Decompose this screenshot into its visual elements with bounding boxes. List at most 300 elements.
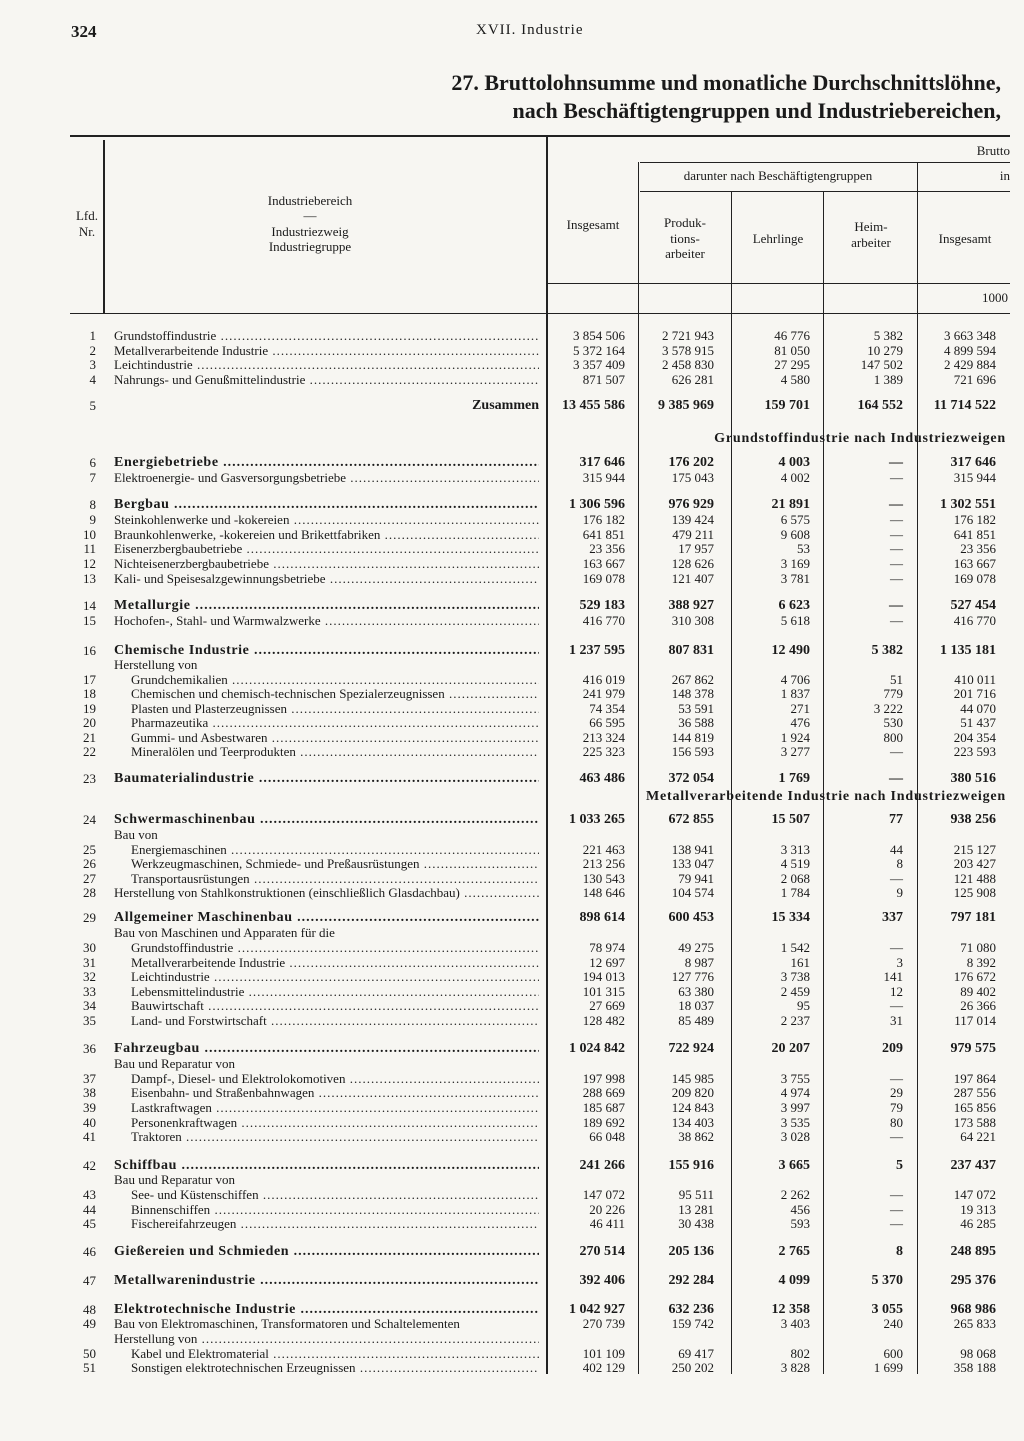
row-number: 21 xyxy=(83,730,96,745)
row-number: 32 xyxy=(83,969,96,984)
row-label: Energiemaschinen ..... xyxy=(114,842,539,857)
table-row xyxy=(0,686,1024,701)
table-row xyxy=(0,984,1024,999)
row-value: — xyxy=(890,613,903,628)
row-value: 159 742 xyxy=(671,1316,714,1331)
row-value: 12 xyxy=(890,984,903,999)
row-label: Bergbau ..... xyxy=(114,497,539,512)
row-label: Lebensmittelindustrie ..... xyxy=(114,984,539,999)
row-label: Energiebetriebe ..... xyxy=(114,455,539,470)
row-value: 3 357 409 xyxy=(573,357,625,372)
row-value: 2 068 xyxy=(780,871,810,886)
row-value: 46 411 xyxy=(589,1216,625,1231)
row-value: 44 xyxy=(890,842,903,857)
row-label: Gummi- und Asbestwaren ..... xyxy=(114,730,539,745)
table-row xyxy=(0,1316,1024,1331)
row-value: 1 302 551 xyxy=(940,497,996,512)
row-value: 270 514 xyxy=(579,1244,625,1259)
row-value: 26 366 xyxy=(960,998,996,1013)
table-row xyxy=(0,744,1024,759)
row-value: 121 488 xyxy=(953,871,996,886)
row-label: Leichtindustrie ..... xyxy=(114,357,539,372)
row-value: 46 285 xyxy=(960,1216,996,1231)
table-row xyxy=(0,998,1024,1013)
row-value: 20 226 xyxy=(589,1202,625,1217)
row-value: 5 xyxy=(896,1158,903,1173)
table-row xyxy=(0,1041,1024,1056)
row-label: Bau von xyxy=(114,827,158,842)
row-value: 3 828 xyxy=(780,1360,810,1375)
row-label: Chemische Industrie ..... xyxy=(114,643,539,658)
row-label: Schiffbau ..... xyxy=(114,1158,539,1173)
table-row xyxy=(0,527,1024,542)
table-row xyxy=(0,940,1024,955)
row-number: 11 xyxy=(83,541,96,556)
row-label: Herstellung von xyxy=(114,657,198,672)
table-row xyxy=(0,856,1024,871)
row-number: 24 xyxy=(83,812,96,827)
row-value: 117 014 xyxy=(954,1013,996,1028)
row-value: 80 xyxy=(890,1115,903,1130)
row-value: 101 109 xyxy=(582,1346,625,1361)
row-value: 402 129 xyxy=(582,1360,625,1375)
row-number: 34 xyxy=(83,998,96,1013)
row-value: 4 974 xyxy=(780,1085,810,1100)
header-unit: 1000 xyxy=(982,290,1008,305)
row-number: 49 xyxy=(83,1316,96,1331)
header-industriezweig: Industriezweig xyxy=(271,224,349,239)
row-label: Fischereifahrzeugen ..... xyxy=(114,1216,539,1231)
row-value: 74 354 xyxy=(589,701,625,716)
row-number: 19 xyxy=(83,701,96,716)
row-label: Herstellung von Stahlkonstruktionen (einschließlich Glasdachbau) ..... xyxy=(114,885,539,900)
row-value: 3 781 xyxy=(780,571,810,586)
row-value: 288 669 xyxy=(582,1085,625,1100)
row-value: 130 543 xyxy=(582,871,625,886)
row-value: 1 769 xyxy=(778,771,810,786)
row-value: 3 997 xyxy=(780,1100,810,1115)
row-value: — xyxy=(890,527,903,542)
row-label: Binnenschiffen ..... xyxy=(114,1202,539,1217)
row-value: 12 358 xyxy=(771,1302,810,1317)
row-value: 209 820 xyxy=(671,1085,714,1100)
row-number: 25 xyxy=(83,842,96,857)
row-value: 1 784 xyxy=(780,885,810,900)
row-value: 807 831 xyxy=(668,643,714,658)
row-value: 189 692 xyxy=(582,1115,625,1130)
row-value: 5 382 xyxy=(871,643,903,658)
row-value: 128 626 xyxy=(671,556,714,571)
header-lehrlinge: Lehrlinge xyxy=(752,231,804,246)
table-row xyxy=(0,925,1024,940)
row-value: 315 944 xyxy=(953,470,996,485)
row-value: 121 407 xyxy=(671,571,714,586)
row-value: 3 313 xyxy=(780,842,810,857)
table-row xyxy=(0,672,1024,687)
row-label: Leichtindustrie ..... xyxy=(114,969,539,984)
table-row xyxy=(0,512,1024,527)
row-value: 3 169 xyxy=(780,556,810,571)
header-insgesamt: Insgesamt xyxy=(566,217,620,232)
header-nr: Nr. xyxy=(78,224,96,239)
row-value: 3 535 xyxy=(780,1115,810,1130)
row-value: 164 552 xyxy=(857,398,903,413)
row-number: 12 xyxy=(83,556,96,571)
row-value: 626 281 xyxy=(671,372,714,387)
row-value: 530 xyxy=(883,715,903,730)
row-value: 194 013 xyxy=(582,969,625,984)
row-value: 672 855 xyxy=(668,812,714,827)
table-row xyxy=(0,1129,1024,1144)
row-value: — xyxy=(890,571,903,586)
header-heimarbeiter-2: arbeiter xyxy=(851,235,891,250)
row-value: 2 459 xyxy=(780,984,810,999)
row-value: 3 755 xyxy=(780,1071,810,1086)
table-row xyxy=(0,1071,1024,1086)
row-value: 380 516 xyxy=(950,771,996,786)
row-value: 163 667 xyxy=(953,556,996,571)
row-value: 1 135 181 xyxy=(940,643,996,658)
row-value: 6 575 xyxy=(780,512,810,527)
row-number: 29 xyxy=(83,910,96,925)
header-produktionsarbeiter-2: tions- xyxy=(670,231,700,246)
row-value: 1 837 xyxy=(780,686,810,701)
row-number: 47 xyxy=(83,1273,96,1288)
row-value: 27 669 xyxy=(589,998,625,1013)
row-number: 40 xyxy=(83,1115,96,1130)
row-number: 37 xyxy=(83,1071,96,1086)
row-value: 66 595 xyxy=(589,715,625,730)
row-value: 101 315 xyxy=(582,984,625,999)
row-number: 2 xyxy=(89,343,96,358)
row-value: 3 222 xyxy=(873,701,903,716)
row-value: 161 xyxy=(790,955,810,970)
row-value: — xyxy=(889,771,903,786)
section-heading: Metallverarbeitende Industrie nach Industriezweigen xyxy=(645,789,1006,804)
row-value: 1 042 927 xyxy=(569,1302,625,1317)
table-row xyxy=(0,827,1024,842)
table-row xyxy=(0,470,1024,485)
row-number: 41 xyxy=(83,1129,96,1144)
table-row xyxy=(0,372,1024,387)
row-label: Bau und Reparatur von xyxy=(114,1172,235,1187)
row-value: — xyxy=(889,455,903,470)
row-value: 456 xyxy=(790,1202,810,1217)
row-label: Mineralölen und Teerprodukten ..... xyxy=(114,744,539,759)
row-number: 44 xyxy=(83,1202,96,1217)
row-number: 42 xyxy=(83,1158,96,1173)
row-value: — xyxy=(890,1187,903,1202)
row-value: 12 697 xyxy=(589,955,625,970)
row-value: 9 608 xyxy=(780,527,810,542)
row-value: 203 427 xyxy=(953,856,996,871)
row-value: 11 714 522 xyxy=(933,398,996,413)
row-value: 51 xyxy=(890,672,903,687)
row-label: Metallwarenindustrie ..... xyxy=(114,1273,539,1288)
row-value: 124 843 xyxy=(671,1100,714,1115)
row-value: — xyxy=(889,598,903,613)
row-number: 28 xyxy=(83,885,96,900)
row-value: 176 672 xyxy=(953,969,996,984)
row-number: 14 xyxy=(83,598,96,613)
row-value: 3 663 348 xyxy=(944,328,996,343)
row-value: 144 819 xyxy=(671,730,714,745)
row-value: 527 454 xyxy=(950,598,996,613)
row-value: — xyxy=(890,998,903,1013)
row-value: 223 593 xyxy=(953,744,996,759)
header-in: in xyxy=(999,168,1010,183)
row-label: Bauwirtschaft ..... xyxy=(114,998,539,1013)
table-row xyxy=(0,812,1024,827)
table-row xyxy=(0,1187,1024,1202)
row-label: Baumaterialindustrie ..... xyxy=(114,771,539,786)
table-row xyxy=(0,357,1024,372)
row-label: Allgemeiner Maschinenbau ..... xyxy=(114,910,539,925)
row-label: Nichteisenerzbergbaubetriebe ..... xyxy=(114,556,539,571)
row-value: 3 xyxy=(896,955,903,970)
row-number: 51 xyxy=(83,1360,96,1375)
row-number: 5 xyxy=(89,398,96,413)
row-value: 358 188 xyxy=(953,1360,996,1375)
row-label: Land- und Forstwirtschaft ..... xyxy=(114,1013,539,1028)
row-number: 16 xyxy=(83,643,96,658)
row-value: 3 028 xyxy=(780,1129,810,1144)
row-value: — xyxy=(890,940,903,955)
row-value: 176 182 xyxy=(582,512,625,527)
row-value: 3 578 915 xyxy=(662,343,714,358)
row-value: 147 072 xyxy=(953,1187,996,1202)
row-value: 1 237 595 xyxy=(569,643,625,658)
table-row xyxy=(0,955,1024,970)
table-title-line-2: nach Beschäftigtengruppen und Industriebereichen, xyxy=(512,98,1001,123)
row-label: Sonstigen elektrotechnischen Erzeugnissen ..... xyxy=(114,1360,539,1375)
row-value: 10 279 xyxy=(867,343,903,358)
row-value: 5 618 xyxy=(780,613,810,628)
row-value: 44 070 xyxy=(960,701,996,716)
row-value: — xyxy=(890,1129,903,1144)
row-value: 185 687 xyxy=(582,1100,625,1115)
row-value: 53 591 xyxy=(678,701,714,716)
row-value: 2 721 943 xyxy=(662,328,714,343)
row-value: 69 417 xyxy=(678,1346,714,1361)
row-value: 287 556 xyxy=(953,1085,996,1100)
section-heading: Grundstoffindustrie nach Industriezweigen xyxy=(714,431,1006,446)
row-label: Schwermaschinenbau ..... xyxy=(114,812,539,827)
row-value: 215 127 xyxy=(953,842,996,857)
row-value: 51 437 xyxy=(960,715,996,730)
row-number: 17 xyxy=(83,672,96,687)
header-darunter: darunter nach Beschäftigtengruppen xyxy=(683,168,873,183)
row-value: 9 385 969 xyxy=(658,398,714,413)
row-label: Bau und Reparatur von xyxy=(114,1056,235,1071)
row-value: 1 924 xyxy=(780,730,810,745)
row-value: 175 043 xyxy=(671,470,714,485)
row-value: — xyxy=(890,512,903,527)
table-row xyxy=(0,556,1024,571)
table-row xyxy=(0,1360,1024,1375)
row-value: 163 667 xyxy=(582,556,625,571)
row-label: Plasten und Plasterzeugnissen ..... xyxy=(114,701,539,716)
row-value: 95 511 xyxy=(678,1187,714,1202)
row-value: 3 277 xyxy=(780,744,810,759)
table-row xyxy=(0,541,1024,556)
row-number: 30 xyxy=(83,940,96,955)
row-value: 156 593 xyxy=(671,744,714,759)
row-label: Traktoren ..... xyxy=(114,1129,539,1144)
row-value: 12 490 xyxy=(771,643,810,658)
row-value: 416 770 xyxy=(582,613,625,628)
row-value: — xyxy=(890,1071,903,1086)
row-label: Braunkohlenwerke, -kokereien und Brikettfabriken ..... xyxy=(114,527,539,542)
table-row xyxy=(0,1331,1024,1346)
row-label: Gießereien und Schmieden ..... xyxy=(114,1244,539,1259)
row-value: 213 324 xyxy=(582,730,625,745)
row-value: 721 696 xyxy=(953,372,996,387)
row-value: 13 455 586 xyxy=(562,398,625,413)
row-value: 476 xyxy=(790,715,810,730)
row-label: Herstellung von ..... xyxy=(114,1331,539,1346)
row-value: 295 376 xyxy=(950,1273,996,1288)
row-value: — xyxy=(890,744,903,759)
row-label: Dampf-, Diesel- und Elektrolokomotiven ..... xyxy=(114,1071,539,1086)
row-value: 8 392 xyxy=(966,955,996,970)
table-row xyxy=(0,969,1024,984)
row-value: 85 489 xyxy=(678,1013,714,1028)
row-value: 23 356 xyxy=(960,541,996,556)
table-title-line-1: 27. Bruttolohnsumme und monatliche Durchschnittslöhne, xyxy=(451,70,1001,95)
header-produktionsarbeiter-1: Produk- xyxy=(664,215,706,230)
table-row xyxy=(0,1346,1024,1361)
row-value: 270 739 xyxy=(582,1316,625,1331)
row-value: 77 xyxy=(889,812,903,827)
row-label: Nahrungs- und Genußmittelindustrie ..... xyxy=(114,372,539,387)
table-row xyxy=(0,643,1024,658)
row-value: 204 354 xyxy=(953,730,996,745)
row-value: 979 575 xyxy=(950,1041,996,1056)
header-insgesamt-2: Insgesamt xyxy=(938,231,992,246)
header-industriegruppe: Industriegruppe xyxy=(268,239,352,254)
header-heimarbeiter-1: Heim- xyxy=(854,219,888,234)
row-value: 148 378 xyxy=(671,686,714,701)
row-value: 898 614 xyxy=(579,910,625,925)
row-label: Lastkraftwagen ..... xyxy=(114,1100,539,1115)
row-value: 27 295 xyxy=(774,357,810,372)
row-value: 79 941 xyxy=(678,871,714,886)
row-value: 479 211 xyxy=(672,527,714,542)
row-value: 1 389 xyxy=(873,372,903,387)
row-value: — xyxy=(890,1202,903,1217)
header-brutto: Brutto xyxy=(976,143,1010,158)
row-value: 1 024 842 xyxy=(569,1041,625,1056)
table-row xyxy=(0,657,1024,672)
row-value: 240 xyxy=(883,1316,903,1331)
table-row xyxy=(0,613,1024,628)
row-number: 39 xyxy=(83,1100,96,1115)
row-number: 43 xyxy=(83,1187,96,1202)
row-value: 3 665 xyxy=(778,1158,810,1173)
row-value: 4 706 xyxy=(780,672,810,687)
row-value: 176 182 xyxy=(953,512,996,527)
row-value: 8 987 xyxy=(684,955,714,970)
row-value: 871 507 xyxy=(582,372,625,387)
table-row xyxy=(0,1013,1024,1028)
row-value: 968 986 xyxy=(950,1302,996,1317)
table-row xyxy=(0,1244,1024,1259)
row-value: 176 202 xyxy=(668,455,714,470)
row-value: 169 078 xyxy=(953,571,996,586)
row-value: 19 313 xyxy=(960,1202,996,1217)
row-label: Eisenerzbergbaubetriebe ..... xyxy=(114,541,539,556)
table-row xyxy=(0,1216,1024,1231)
row-value: 315 944 xyxy=(582,470,625,485)
row-label: Elektrotechnische Industrie ..... xyxy=(114,1302,539,1317)
row-value: 134 403 xyxy=(671,1115,714,1130)
table-row xyxy=(0,1172,1024,1187)
row-value: 5 370 xyxy=(871,1273,903,1288)
row-value: 802 xyxy=(790,1346,810,1361)
row-number: 7 xyxy=(89,470,96,485)
row-value: — xyxy=(890,1216,903,1231)
row-label: Bau von Elektromaschinen, Transformatoren und Schaltelementen xyxy=(114,1316,460,1331)
table-row xyxy=(0,715,1024,730)
row-number: 27 xyxy=(83,871,96,886)
table-row xyxy=(0,328,1024,343)
row-value: 128 482 xyxy=(582,1013,625,1028)
row-label: Transportausrüstungen ..... xyxy=(114,871,539,886)
row-value: 976 929 xyxy=(668,497,714,512)
header-produktionsarbeiter-3: arbeiter xyxy=(665,246,705,261)
row-value: 310 308 xyxy=(671,613,714,628)
row-number: 38 xyxy=(83,1085,96,1100)
row-value: 1 306 596 xyxy=(569,497,625,512)
row-value: 29 xyxy=(890,1085,903,1100)
row-value: 201 716 xyxy=(953,686,996,701)
row-value: 271 xyxy=(790,701,810,716)
row-value: 169 078 xyxy=(582,571,625,586)
table-row xyxy=(0,701,1024,716)
row-value: 250 202 xyxy=(671,1360,714,1375)
row-value: 147 072 xyxy=(582,1187,625,1202)
row-number: 36 xyxy=(83,1041,96,1056)
header-dash: — xyxy=(303,208,317,223)
row-value: 337 xyxy=(882,910,903,925)
row-value: — xyxy=(890,470,903,485)
row-number: 10 xyxy=(83,527,96,542)
row-value: — xyxy=(890,541,903,556)
row-value: 237 437 xyxy=(950,1158,996,1173)
row-value: 159 701 xyxy=(764,398,810,413)
row-number: 50 xyxy=(83,1346,96,1361)
row-value: 13 281 xyxy=(678,1202,714,1217)
table-row xyxy=(0,455,1024,470)
row-value: 141 xyxy=(883,969,903,984)
row-label: Grundstoffindustrie ..... xyxy=(114,328,539,343)
table-row xyxy=(0,398,1024,413)
row-value: 63 380 xyxy=(678,984,714,999)
row-number: 33 xyxy=(83,984,96,999)
row-number: 4 xyxy=(89,372,96,387)
table-row xyxy=(0,1056,1024,1071)
row-value: 248 895 xyxy=(950,1244,996,1259)
row-label: Steinkohlenwerke und -kokereien ..... xyxy=(114,512,539,527)
row-value: 4 519 xyxy=(780,856,810,871)
row-value: 205 136 xyxy=(668,1244,714,1259)
row-number: 20 xyxy=(83,715,96,730)
row-value: 18 037 xyxy=(678,998,714,1013)
row-number: 15 xyxy=(83,613,96,628)
row-value: 8 xyxy=(896,1244,903,1259)
table-row xyxy=(0,771,1024,786)
